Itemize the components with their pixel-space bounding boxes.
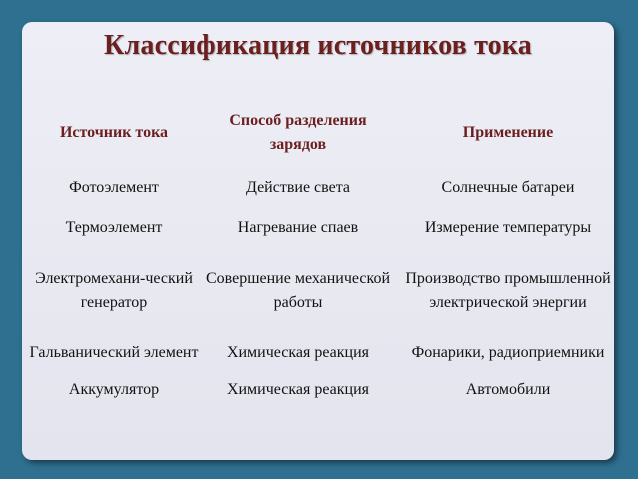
cell-application: Автомобили: [465, 381, 551, 398]
cell-application: Производство промышленной электрической энергии: [405, 270, 611, 311]
cell-method: Совершение механической работы: [205, 270, 391, 311]
cell-source: Гальванический элемент: [29, 344, 199, 361]
table-row: [26, 254, 622, 328]
cell-method: Химическая реакция: [226, 344, 370, 361]
cell-method: Химическая реакция: [226, 381, 370, 398]
current-sources-table: [26, 92, 622, 422]
cell-method: Действие света: [245, 179, 351, 196]
cell-source: Аккумулятор: [68, 381, 160, 398]
cell-method: Нагревание спаев: [237, 219, 359, 236]
table-row: [26, 174, 622, 202]
table-row: [26, 328, 622, 378]
cell-application: Солнечные батареи: [441, 179, 575, 196]
header-source: Источник тока: [59, 124, 169, 141]
table-row: [26, 202, 622, 254]
slide: [22, 22, 614, 460]
cell-source: Электромехани-ческий генератор: [35, 270, 193, 311]
table-header-row: [26, 92, 622, 174]
cell-application: Фонарики, радиоприемники: [411, 344, 605, 361]
header-application: Применение: [462, 124, 554, 141]
slide-title: Классификация источников тока: [104, 30, 532, 61]
table-row: [26, 378, 622, 422]
cell-source: Термоэлемент: [65, 219, 163, 236]
cell-source: Фотоэлемент: [69, 179, 159, 196]
cell-application: Измерение температуры: [424, 219, 592, 236]
header-method: Способ разделения зарядов: [229, 112, 367, 153]
